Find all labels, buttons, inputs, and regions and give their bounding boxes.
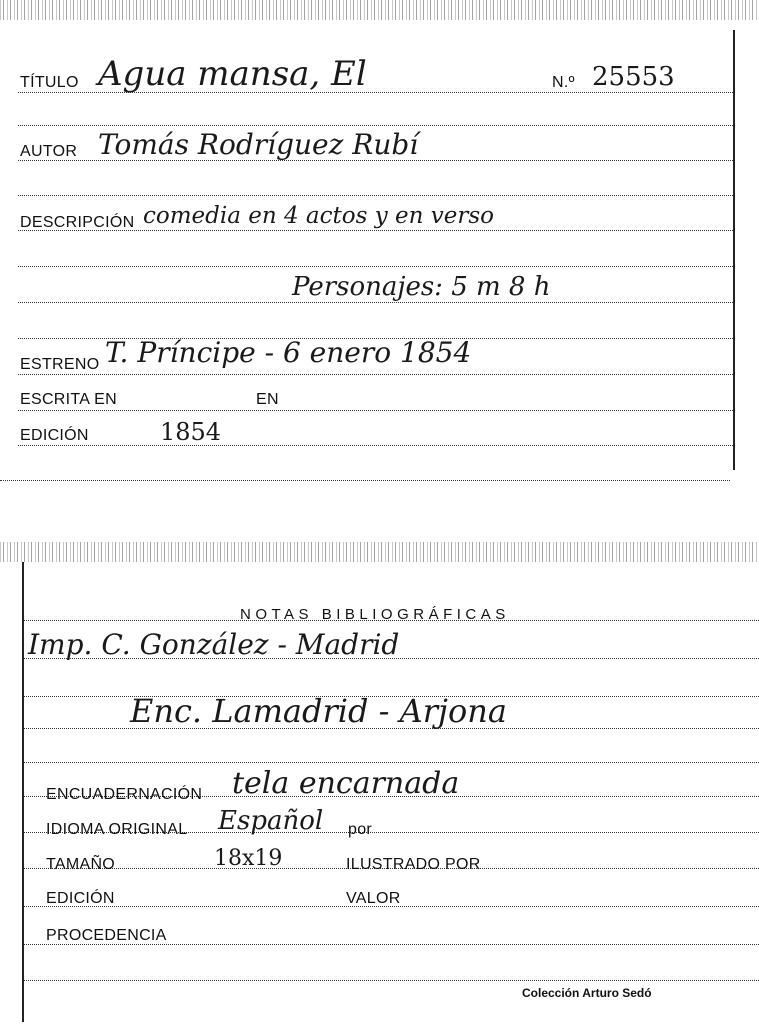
rule [18,195,733,196]
rule [24,980,759,981]
encuadernacion-value: tela encarnada [232,766,460,801]
rule [18,266,733,267]
estreno-label: ESTRENO [20,356,100,373]
catalog-card-notes [0,540,759,1028]
rule [18,410,733,411]
rule [18,374,733,375]
card-left-edge [22,562,24,1022]
rule [0,480,730,481]
tamano-value: 18x19 [214,846,283,871]
valor-label: VALOR [346,890,401,907]
edicion2-label: EDICIÓN [46,890,115,907]
numero-label: N.º [552,74,575,91]
escrita-en-en-label: EN [256,391,279,408]
idioma-value: Español [218,806,324,836]
autor-value: Tomás Rodríguez Rubí [98,128,419,161]
procedencia-label: PROCEDENCIA [46,927,167,944]
scan-noise-top [0,0,759,20]
estreno-value: T. Príncipe - 6 enero 1854 [105,336,472,369]
por-label: por [348,821,373,838]
tamano-label: TAMAÑO [46,856,116,873]
edicion-label: EDICIÓN [20,427,89,444]
escrita-en-label: ESCRITA EN [20,391,117,408]
notas-heading: NOTAS BIBLIOGRÁFICAS [240,606,510,623]
coleccion-credit: Colección Arturo Sedó [522,986,652,1000]
descripcion-extra: Personajes: 5 m 8 h [292,272,551,302]
rule [24,762,759,763]
autor-label: AUTOR [20,143,78,160]
rule [18,445,733,446]
titulo-value: Agua mansa, El [98,54,367,94]
rule [18,302,733,303]
ilustrado-label: ILUSTRADO POR [346,856,481,873]
note-line-2: Enc. Lamadrid - Arjona [130,692,507,730]
descripcion-value: comedia en 4 actos y en verso [143,203,495,229]
idioma-label: IDIOMA ORIGINAL [46,821,188,838]
encuadernacion-label: ENCUADERNACIÓN [46,786,203,803]
catalog-card-main [0,0,759,500]
descripcion-label: DESCRIPCIÓN [20,214,135,231]
card-right-edge [733,30,735,470]
edicion-value: 1854 [160,418,222,446]
titulo-label: TÍTULO [20,74,79,91]
note-line-1: Imp. C. González - Madrid [28,628,400,661]
scan-noise-bottom [0,542,759,562]
rule [18,125,733,126]
numero-value: 25553 [592,62,675,92]
